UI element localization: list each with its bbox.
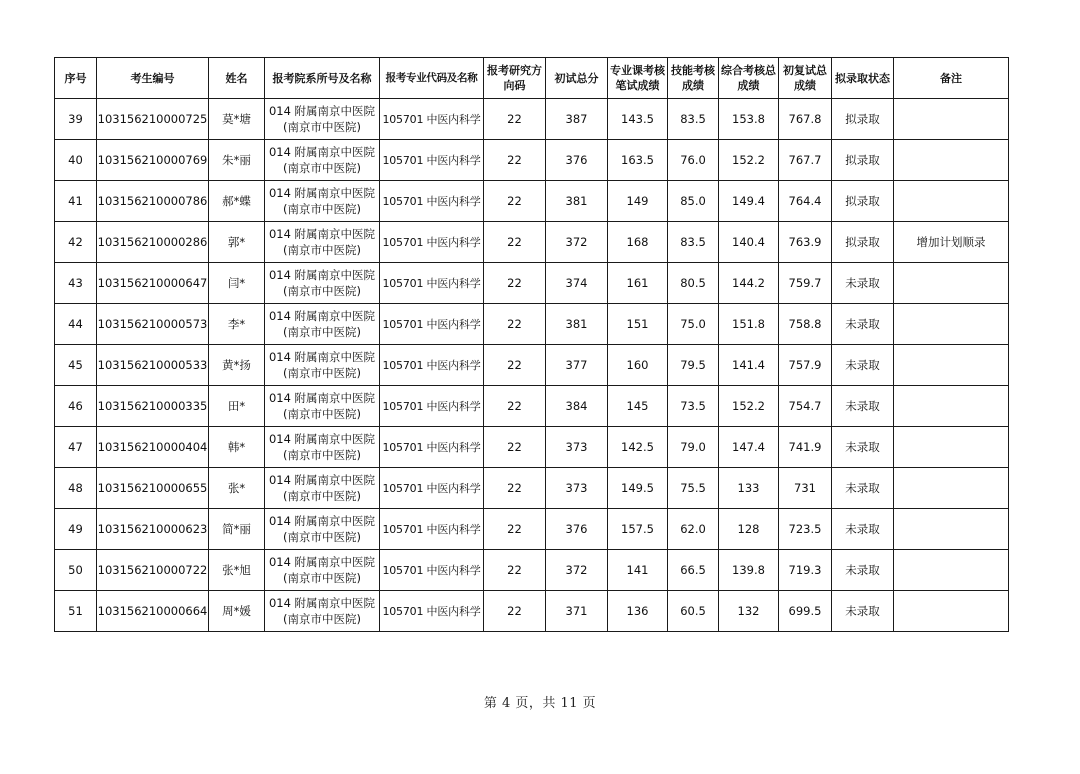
cell-admission-status: 拟录取: [832, 222, 894, 263]
cell-prelim-score: 376: [546, 509, 608, 550]
cell-major: 105701 中医内科学: [380, 427, 484, 468]
table-row: [55, 304, 1009, 345]
cell-total-score: 741.9: [779, 427, 832, 468]
cell-candidate-id: 103156210000725: [97, 99, 209, 140]
cell-skill-score: 60.5: [668, 591, 719, 632]
college-name-line: (南京市中医院): [283, 325, 361, 339]
table-row: [55, 468, 1009, 509]
cell-name: 李*: [209, 304, 265, 345]
cell-candidate-id: 103156210000573: [97, 304, 209, 345]
cell-serial-no: 42: [55, 222, 97, 263]
table-row: [55, 222, 1009, 263]
cell-college: [265, 140, 380, 181]
cell-remarks: [894, 591, 1009, 632]
college-name-line: (南京市中医院): [283, 571, 361, 585]
cell-college: [265, 222, 380, 263]
header-comprehensive-score: 综合考核总成绩: [719, 58, 779, 99]
cell-major: 105701 中医内科学: [380, 591, 484, 632]
cell-candidate-id: 103156210000786: [97, 181, 209, 222]
cell-admission-status: 未录取: [832, 427, 894, 468]
header-name: 姓名: [209, 58, 265, 99]
table-header-row: [55, 58, 1009, 99]
cell-candidate-id: 103156210000769: [97, 140, 209, 181]
cell-research-direction: 22: [484, 263, 546, 304]
page-number: 第 4 页，共 11 页: [483, 696, 597, 711]
cell-name: 田*: [209, 386, 265, 427]
table-row: [55, 386, 1009, 427]
cell-admission-status: 未录取: [832, 509, 894, 550]
cell-research-direction: 22: [484, 222, 546, 263]
college-code-line: 014 附属南京中医院: [268, 145, 376, 159]
cell-prelim-score: 381: [546, 181, 608, 222]
cell-total-score: 757.9: [779, 345, 832, 386]
cell-total-score: 767.7: [779, 140, 832, 181]
cell-serial-no: 46: [55, 386, 97, 427]
cell-skill-score: 83.5: [668, 222, 719, 263]
college-code-line: 014 附属南京中医院: [268, 432, 376, 446]
cell-candidate-id: 103156210000623: [97, 509, 209, 550]
cell-prelim-score: 376: [546, 140, 608, 181]
cell-written-score: 141: [608, 550, 668, 591]
header-admission-status: 拟录取状态: [832, 58, 894, 99]
cell-skill-score: 83.5: [668, 99, 719, 140]
table-row: [55, 181, 1009, 222]
cell-candidate-id: 103156210000286: [97, 222, 209, 263]
cell-research-direction: 22: [484, 468, 546, 509]
header-research-direction: 报考研究方向码: [484, 58, 546, 99]
cell-serial-no: 44: [55, 304, 97, 345]
cell-admission-status: 拟录取: [832, 140, 894, 181]
header-total-score: 初复试总成绩: [779, 58, 832, 99]
cell-total-score: 754.7: [779, 386, 832, 427]
cell-written-score: 149: [608, 181, 668, 222]
cell-prelim-score: 374: [546, 263, 608, 304]
cell-total-score: 759.7: [779, 263, 832, 304]
cell-skill-score: 62.0: [668, 509, 719, 550]
college-code-line: 014 附属南京中医院: [268, 268, 376, 282]
college-code-line: 014 附属南京中医院: [268, 227, 376, 241]
header-prelim-score: 初试总分: [546, 58, 608, 99]
cell-major: 105701 中医内科学: [380, 550, 484, 591]
cell-admission-status: 拟录取: [832, 181, 894, 222]
cell-candidate-id: 103156210000655: [97, 468, 209, 509]
college-name-line: (南京市中医院): [283, 161, 361, 175]
college-code-line: 014 附属南京中医院: [268, 473, 376, 487]
header-college: 报考院系所号及名称: [265, 58, 380, 99]
cell-serial-no: 41: [55, 181, 97, 222]
cell-remarks: [894, 427, 1009, 468]
cell-candidate-id: 103156210000647: [97, 263, 209, 304]
cell-college: [265, 550, 380, 591]
cell-written-score: 149.5: [608, 468, 668, 509]
cell-college: [265, 386, 380, 427]
cell-name: 张*旭: [209, 550, 265, 591]
cell-admission-status: 未录取: [832, 591, 894, 632]
cell-comprehensive-score: 147.4: [719, 427, 779, 468]
table-row: [55, 509, 1009, 550]
cell-college: [265, 345, 380, 386]
college-code-line: 014 附属南京中医院: [268, 186, 376, 200]
cell-college: [265, 427, 380, 468]
cell-name: 简*丽: [209, 509, 265, 550]
cell-written-score: 163.5: [608, 140, 668, 181]
college-code-line: 014 附属南京中医院: [268, 596, 376, 610]
cell-skill-score: 76.0: [668, 140, 719, 181]
cell-comprehensive-score: 153.8: [719, 99, 779, 140]
college-code-line: 014 附属南京中医院: [268, 555, 376, 569]
cell-serial-no: 39: [55, 99, 97, 140]
cell-name: 郭*: [209, 222, 265, 263]
cell-written-score: 143.5: [608, 99, 668, 140]
cell-comprehensive-score: 151.8: [719, 304, 779, 345]
cell-skill-score: 66.5: [668, 550, 719, 591]
cell-admission-status: 未录取: [832, 263, 894, 304]
cell-prelim-score: 373: [546, 427, 608, 468]
cell-remarks: [894, 140, 1009, 181]
cell-skill-score: 79.0: [668, 427, 719, 468]
cell-major: 105701 中医内科学: [380, 222, 484, 263]
cell-name: 周*媛: [209, 591, 265, 632]
cell-skill-score: 75.0: [668, 304, 719, 345]
table-row: [55, 140, 1009, 181]
cell-name: 莫*塘: [209, 99, 265, 140]
cell-total-score: 731: [779, 468, 832, 509]
admission-results-table: [54, 57, 1009, 632]
cell-college: [265, 304, 380, 345]
cell-college: [265, 591, 380, 632]
cell-total-score: 758.8: [779, 304, 832, 345]
cell-remarks: [894, 468, 1009, 509]
college-name-line: (南京市中医院): [283, 120, 361, 134]
cell-research-direction: 22: [484, 304, 546, 345]
table-row: [55, 550, 1009, 591]
cell-skill-score: 80.5: [668, 263, 719, 304]
college-code-line: 014 附属南京中医院: [268, 350, 376, 364]
cell-serial-no: 51: [55, 591, 97, 632]
cell-serial-no: 43: [55, 263, 97, 304]
cell-remarks: 增加计划顺录: [894, 222, 1009, 263]
cell-remarks: [894, 509, 1009, 550]
cell-research-direction: 22: [484, 550, 546, 591]
cell-candidate-id: 103156210000533: [97, 345, 209, 386]
cell-major: 105701 中医内科学: [380, 468, 484, 509]
cell-remarks: [894, 345, 1009, 386]
cell-serial-no: 40: [55, 140, 97, 181]
cell-candidate-id: 103156210000404: [97, 427, 209, 468]
cell-remarks: [894, 304, 1009, 345]
cell-college: [265, 509, 380, 550]
cell-name: 黄*扬: [209, 345, 265, 386]
cell-candidate-id: 103156210000664: [97, 591, 209, 632]
college-name-line: (南京市中医院): [283, 284, 361, 298]
cell-total-score: 719.3: [779, 550, 832, 591]
cell-prelim-score: 381: [546, 304, 608, 345]
cell-comprehensive-score: 139.8: [719, 550, 779, 591]
cell-name: 朱*丽: [209, 140, 265, 181]
cell-total-score: 723.5: [779, 509, 832, 550]
header-major: 报考专业代码及名称: [380, 58, 484, 99]
cell-name: 闫*: [209, 263, 265, 304]
cell-admission-status: 未录取: [832, 345, 894, 386]
cell-college: [265, 263, 380, 304]
college-name-line: (南京市中医院): [283, 489, 361, 503]
cell-comprehensive-score: 141.4: [719, 345, 779, 386]
cell-major: 105701 中医内科学: [380, 99, 484, 140]
cell-prelim-score: 371: [546, 591, 608, 632]
cell-prelim-score: 372: [546, 222, 608, 263]
cell-college: [265, 468, 380, 509]
cell-prelim-score: 377: [546, 345, 608, 386]
cell-written-score: 161: [608, 263, 668, 304]
cell-remarks: [894, 181, 1009, 222]
cell-major: 105701 中医内科学: [380, 386, 484, 427]
cell-serial-no: 49: [55, 509, 97, 550]
cell-serial-no: 48: [55, 468, 97, 509]
cell-major: 105701 中医内科学: [380, 263, 484, 304]
college-name-line: (南京市中医院): [283, 202, 361, 216]
cell-comprehensive-score: 152.2: [719, 140, 779, 181]
cell-major: 105701 中医内科学: [380, 181, 484, 222]
cell-prelim-score: 384: [546, 386, 608, 427]
college-code-line: 014 附属南京中医院: [268, 514, 376, 528]
cell-total-score: 764.4: [779, 181, 832, 222]
table-row: [55, 263, 1009, 304]
header-skill-score: 技能考核成绩: [668, 58, 719, 99]
college-name-line: (南京市中医院): [283, 366, 361, 380]
college-name-line: (南京市中医院): [283, 530, 361, 544]
cell-written-score: 145: [608, 386, 668, 427]
cell-serial-no: 45: [55, 345, 97, 386]
cell-prelim-score: 387: [546, 99, 608, 140]
cell-research-direction: 22: [484, 591, 546, 632]
cell-written-score: 142.5: [608, 427, 668, 468]
table-body: [55, 99, 1009, 632]
cell-comprehensive-score: 133: [719, 468, 779, 509]
cell-major: 105701 中医内科学: [380, 140, 484, 181]
cell-admission-status: 未录取: [832, 304, 894, 345]
cell-remarks: [894, 99, 1009, 140]
college-code-line: 014 附属南京中医院: [268, 309, 376, 323]
cell-research-direction: 22: [484, 140, 546, 181]
cell-college: [265, 99, 380, 140]
cell-research-direction: 22: [484, 345, 546, 386]
cell-name: 郝*蝶: [209, 181, 265, 222]
cell-admission-status: 未录取: [832, 550, 894, 591]
table-row: [55, 99, 1009, 140]
table-row: [55, 427, 1009, 468]
college-name-line: (南京市中医院): [283, 448, 361, 462]
cell-admission-status: 拟录取: [832, 99, 894, 140]
header-written-score: 专业课考核笔试成绩: [608, 58, 668, 99]
cell-research-direction: 22: [484, 509, 546, 550]
cell-major: 105701 中医内科学: [380, 509, 484, 550]
college-name-line: (南京市中医院): [283, 407, 361, 421]
cell-comprehensive-score: 149.4: [719, 181, 779, 222]
cell-admission-status: 未录取: [832, 468, 894, 509]
cell-written-score: 136: [608, 591, 668, 632]
cell-skill-score: 73.5: [668, 386, 719, 427]
cell-serial-no: 50: [55, 550, 97, 591]
cell-serial-no: 47: [55, 427, 97, 468]
cell-research-direction: 22: [484, 99, 546, 140]
cell-admission-status: 未录取: [832, 386, 894, 427]
cell-remarks: [894, 550, 1009, 591]
cell-written-score: 160: [608, 345, 668, 386]
cell-comprehensive-score: 140.4: [719, 222, 779, 263]
table-row: [55, 345, 1009, 386]
cell-comprehensive-score: 128: [719, 509, 779, 550]
cell-total-score: 763.9: [779, 222, 832, 263]
cell-research-direction: 22: [484, 181, 546, 222]
college-code-line: 014 附属南京中医院: [268, 391, 376, 405]
cell-prelim-score: 373: [546, 468, 608, 509]
cell-skill-score: 79.5: [668, 345, 719, 386]
cell-comprehensive-score: 144.2: [719, 263, 779, 304]
cell-written-score: 151: [608, 304, 668, 345]
college-code-line: 014 附属南京中医院: [268, 104, 376, 118]
cell-comprehensive-score: 132: [719, 591, 779, 632]
cell-remarks: [894, 263, 1009, 304]
cell-major: 105701 中医内科学: [380, 304, 484, 345]
header-remarks: 备注: [894, 58, 1009, 99]
cell-research-direction: 22: [484, 386, 546, 427]
cell-comprehensive-score: 152.2: [719, 386, 779, 427]
college-name-line: (南京市中医院): [283, 243, 361, 257]
cell-remarks: [894, 386, 1009, 427]
college-name-line: (南京市中医院): [283, 612, 361, 626]
cell-total-score: 767.8: [779, 99, 832, 140]
table-row: [55, 591, 1009, 632]
cell-written-score: 157.5: [608, 509, 668, 550]
cell-skill-score: 75.5: [668, 468, 719, 509]
cell-major: 105701 中医内科学: [380, 345, 484, 386]
cell-candidate-id: 103156210000335: [97, 386, 209, 427]
cell-total-score: 699.5: [779, 591, 832, 632]
cell-college: [265, 181, 380, 222]
cell-name: 张*: [209, 468, 265, 509]
cell-skill-score: 85.0: [668, 181, 719, 222]
cell-research-direction: 22: [484, 427, 546, 468]
header-candidate-id: 考生编号: [97, 58, 209, 99]
cell-written-score: 168: [608, 222, 668, 263]
cell-prelim-score: 372: [546, 550, 608, 591]
cell-name: 韩*: [209, 427, 265, 468]
header-serial-no: 序号: [55, 58, 97, 99]
cell-candidate-id: 103156210000722: [97, 550, 209, 591]
